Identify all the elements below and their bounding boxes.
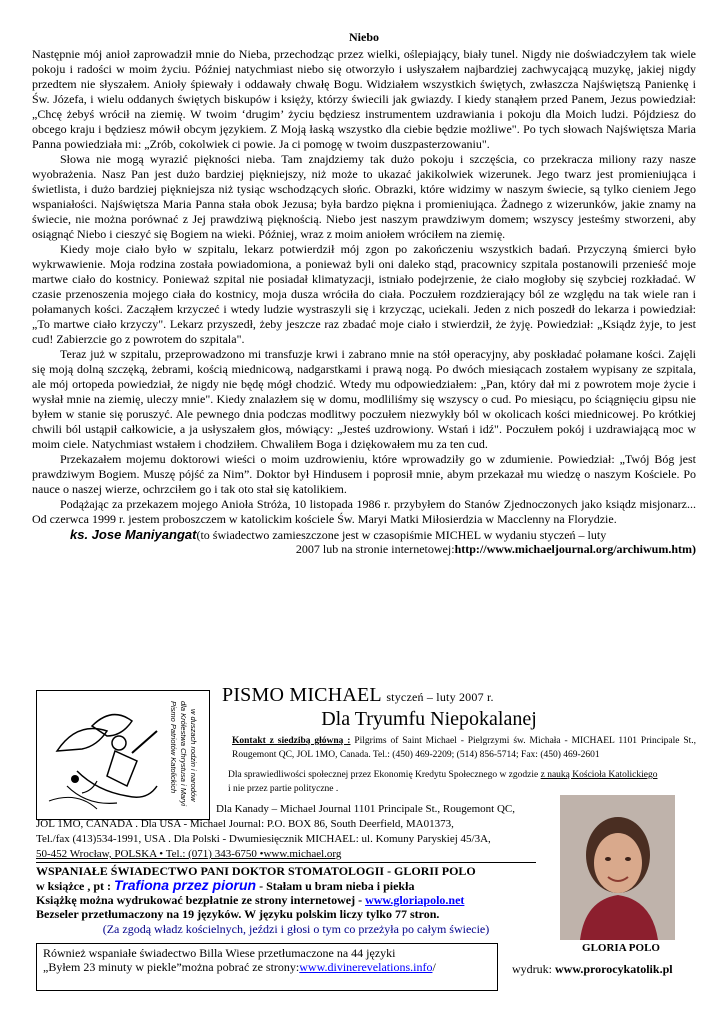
wiese-text: / xyxy=(432,960,436,974)
logo-text: Pismo Patriotów Katolickich xyxy=(169,701,178,794)
wiese-line-2 xyxy=(43,960,497,974)
addresses xyxy=(36,802,554,862)
address-line: 50-452 Wrocław, POLSKA • Tel.: (071) 343-6750 •www.michael.org xyxy=(36,848,342,860)
article xyxy=(32,30,696,556)
mission-text: Dla sprawiedliwości społecznej przez Ekonomię Kredytu Społecznego w zgodzie xyxy=(228,770,541,780)
contact-info xyxy=(232,734,696,762)
address-line: Tel./fax (413)534-1991, USA . Dla Polski - Dwumiesięcznik MICHAEL: ul. Komuny Paryskiej 45/3A, xyxy=(36,833,491,845)
address-line: JOL 1MO, CANADA . Dla USA - Michael Journal: P.O. BOX 86, South Deerfield, MA01373, xyxy=(36,818,454,830)
source-url[interactable]: http://www.michaeljournal.org/archiwum.htm) xyxy=(454,542,696,556)
promo-text: - Stałam u bram nieba i piekła xyxy=(256,879,415,893)
promo-translations: Bezseler przetłumaczony na 19 języków. W języku polskim liczy tylko 77 stron. xyxy=(36,907,440,921)
logo-text: w duszach rodzin i narodów xyxy=(189,709,198,802)
book-title: Trafiona przez piorun xyxy=(114,877,257,893)
wiese-line: Również wspaniałe świadectwo Billa Wiese przetłumaczone na 44 języki xyxy=(43,946,396,960)
paragraph: Kiedy moje ciało było w szpitalu, lekarz potwierdził mój zgon po zakończeniu wszystkich badań. Przyczyną śmierci było wykrwawienie. Moja rodzina została powiadomiona, a ponieważ byli oni daleko stąd, pracownicy szpitala postanowili przenieść moje martwe ciało do kostnicy. Ponieważ szpital nie posiadał klimatyzacji, istniało podejrzenie, że ciało mogłoby się szybciej rozkładać. W czasie przenoszenia mojego ciała do kostnicy, moja dusza wróciła do ciała. Poczułem rozdzierający ból ze względu na tak wiele ran i połamanych kości. Zacząłem krzyczeć i wtedy ludzie wystraszyli się i krzycząc, uciekali. Jeden z nich poszedł do lekarza i powiedział: „To martwe ciało krzyczy". Lekarz przyszedł, żeby jeszcze raz zbadać moje ciało i stwierdził, że żyję. Powiedział: „Ksiądz żyje, to jest cud! Zabierzcie go z powrotem do szpitala". xyxy=(32,242,696,346)
gloriapolo-link[interactable]: www.gloriapolo.net xyxy=(365,893,465,907)
print-site[interactable]: www.prorocykatolik.pl xyxy=(555,962,673,976)
source-line xyxy=(32,542,696,556)
promo-download xyxy=(36,893,556,907)
portrait-icon xyxy=(560,795,675,940)
bill-wiese-box xyxy=(36,943,498,991)
article-title: Niebo xyxy=(349,30,379,44)
archangel-michael-icon xyxy=(37,691,209,819)
contact-label: Kontakt z siedzibą główną : xyxy=(232,736,351,746)
divinerevelations-link[interactable]: www.divinerevelations.info xyxy=(299,960,433,974)
wiese-text: „Byłem 23 minuty w piekle”można pobrać ze strony: xyxy=(43,960,300,974)
masthead-title: PISMO MICHAEL xyxy=(222,684,382,706)
logo-text: dla Królestwa Chrystusa i Maryi xyxy=(179,701,188,807)
print-credit xyxy=(512,962,673,977)
promo-text: w książce , pt : xyxy=(36,879,114,893)
masthead-subtitle: Dla Tryumfu Niepokalanej xyxy=(321,708,537,730)
paragraph: Słowa nie mogą wyrazić piękności nieba. Tam znajdziemy tak dużo pokoju i szczęścia, co przekracza miliony razy nasze wyobrażenia. Nasz Pan jest dużo bardziej piękniejszy, niż może to ukazać jakikolwiek wizerunek. Jego twarz jest promieniująca i świetlista, i dużo bardziej piękniejsza niż tysiąc wschodzących słońc. Obrazki, które widzimy w naszym świecie, są tylko cieniem Jego wspaniałości. Najświętsza Maria Panna stała obok Jezusa; była bardzo piękna i promieniująca. Żadnego z wizerunków, jakie znamy na świecie, nie można porównać z Jej prawdziwą pięknością. Niebo jest naszym prawdziwym domem; wszyscy jesteśmy stworzeni, aby osiągnąć Niebo i cieszyć się Bogiem na wieki. Później, wraz z moim aniołem wróciłem na ziemię. xyxy=(32,152,696,241)
source-note: (to świadectwo zamieszczone jest w czasopiśmie MICHEL w wydaniu styczeń – luty xyxy=(196,528,607,542)
mission-link[interactable]: z nauką Kościoła Katolickiego xyxy=(540,770,658,780)
photo-caption: GLORIA POLO xyxy=(582,942,660,954)
promo-book xyxy=(36,878,556,893)
paragraph: Przekazałem mojemu doktorowi wieści o moim uzdrowieniu, które wprowadziły go w zdumienie. Powiedział: „Twój Bóg jest prawdziwym Bogiem. Muszę pójść za Nim”. Doktor był Hindusem i poprosił mnie, abym przekazał mu wiedzę o naszym Kościele. Po nauce o naszej wierze, ochrzciłem go i tak oto stał się katolikiem. xyxy=(32,452,696,496)
paragraph: Podążając za przekazem mojego Anioła Stróża, 10 listopada 1986 r. przybyłem do Stanów Zjednoczonych jako ksiądz misjonarz... Od czerwca 1999 r. jestem proboszczem w katolickim kościele Św. Maryi Matki Miłosierdzia w Macclenny na Florydzie. xyxy=(32,497,696,526)
mission-end: i nie przez partie polityczne . xyxy=(228,784,339,794)
source-note-2: 2007 lub na stronie internetowej: xyxy=(295,542,455,556)
masthead-date: styczeń – luty 2007 r. xyxy=(386,690,494,704)
promo-heading: WSPANIAŁE ŚWIADECTWO PANI DOKTOR STOMATOLOGII - GLORII POLO xyxy=(36,864,476,878)
divider xyxy=(36,862,536,863)
paragraph: Teraz już w szpitalu, przeprowadzono mi transfuzje krwi i zabrano mnie na stół operacyjny, aby poskładać połamane kości. Zajęli się moją dolną szczęką, żebrami, kością miednicową, nadgarstkami i prawą nogą. Po dwóch miesiącach zostałem wypisany ze szpitala, ale mój ortopeda powiedział, że nigdy nie będę mógł chodzić. Wtedy mu odpowiedziałem: „Pan, który dał mi z powrotem moje życie i wysłał mnie na ziemię, uleczy mnie". Kiedy znalazłem się w domu, modliliśmy się wszyscy o cud. Po miesiącu, po ściągnięciu gipsu nie byłem w stanie się poruszyć. Ale pewnego dnia podczas modlitwy poczułem niezwykły ból w okolicach kości miednicowej. Po krótkiej chwili ból ustąpił całkowicie, a ja usłyszałem głos, mówiący: „Jesteś uzdrowiony. Wstań i idź". Poczułem pokój i uzdrawiającą moc w moim ciele. Natychmiast wstałem i chodziłem. Chwaliłem Boga i dziękowałem mu za ten cud. xyxy=(32,347,696,451)
masthead xyxy=(222,684,696,796)
contact-text: Pilgrims of Saint Michael - Pielgrzymi św. Michała - MICHAEL 1101 Principale St., Rougemont QC, JOL 1MO, Canada. Tel.: (450) 469-2209; (514) 856-5714; Fax: (450) 469-2601 xyxy=(232,736,696,760)
promo-approval: (Za zgodą władz kościelnych, jeździ i głosi o tym co przeżyła po całym świecie) xyxy=(102,922,490,936)
michael-logo xyxy=(36,690,210,820)
mission-statement xyxy=(228,768,658,796)
address-line: Dla Kanady – Michael Journal 1101 Principale St., Rougemont QC, xyxy=(216,803,515,815)
promo-block xyxy=(36,864,556,936)
paragraph: Następnie mój anioł zaprowadził mnie do Nieba, przechodząc przez wielki, oślepiający, biały tunel. Nigdy nie doświadczyłem tak wiele pokoju i radości w moim życiu. Później natychmiast niebo się otworzyło i usłyszałem najbardziej zachwycającą muzykę, jakiej nigdy przedtem nie słyszałem. Anioły śpiewały i oddawały chwałę Bogu. Widziałem wszystkich świętych, zwłaszcza Najświętszą Panienkę i Św. Józefa, i wielu oddanych świętych biskupów i księży, którzy świecili jak gwiazdy. I kiedy stanąłem przed Panem, Jezus powiedział: „Chcę żebyś wrócił na ziemię. W twoim ‘drugim’ życiu będziesz instrumentem uzdrawiania i pokoju dla Moich ludzi. Pójdziesz do obcego kraju i będziesz mówił obcym językiem. Z Moją łaską wszystko dla ciebie będzie możliwe". Po tych słowach Najświętsza Maria Panna powiedziała mi: „Zrób, cokolwiek ci powie. Ja ci pomogę w twoim duszpasterzowaniu". xyxy=(32,47,696,151)
promo-text: Książkę można wydrukować bezpłatnie ze strony internetowej - xyxy=(36,893,366,907)
print-label: wydruk: xyxy=(512,962,555,976)
author-name: ks. Jose Maniyangat xyxy=(70,527,197,542)
signature-line xyxy=(32,528,696,542)
gloria-polo-photo xyxy=(560,795,675,940)
masthead-title-line xyxy=(222,684,696,708)
